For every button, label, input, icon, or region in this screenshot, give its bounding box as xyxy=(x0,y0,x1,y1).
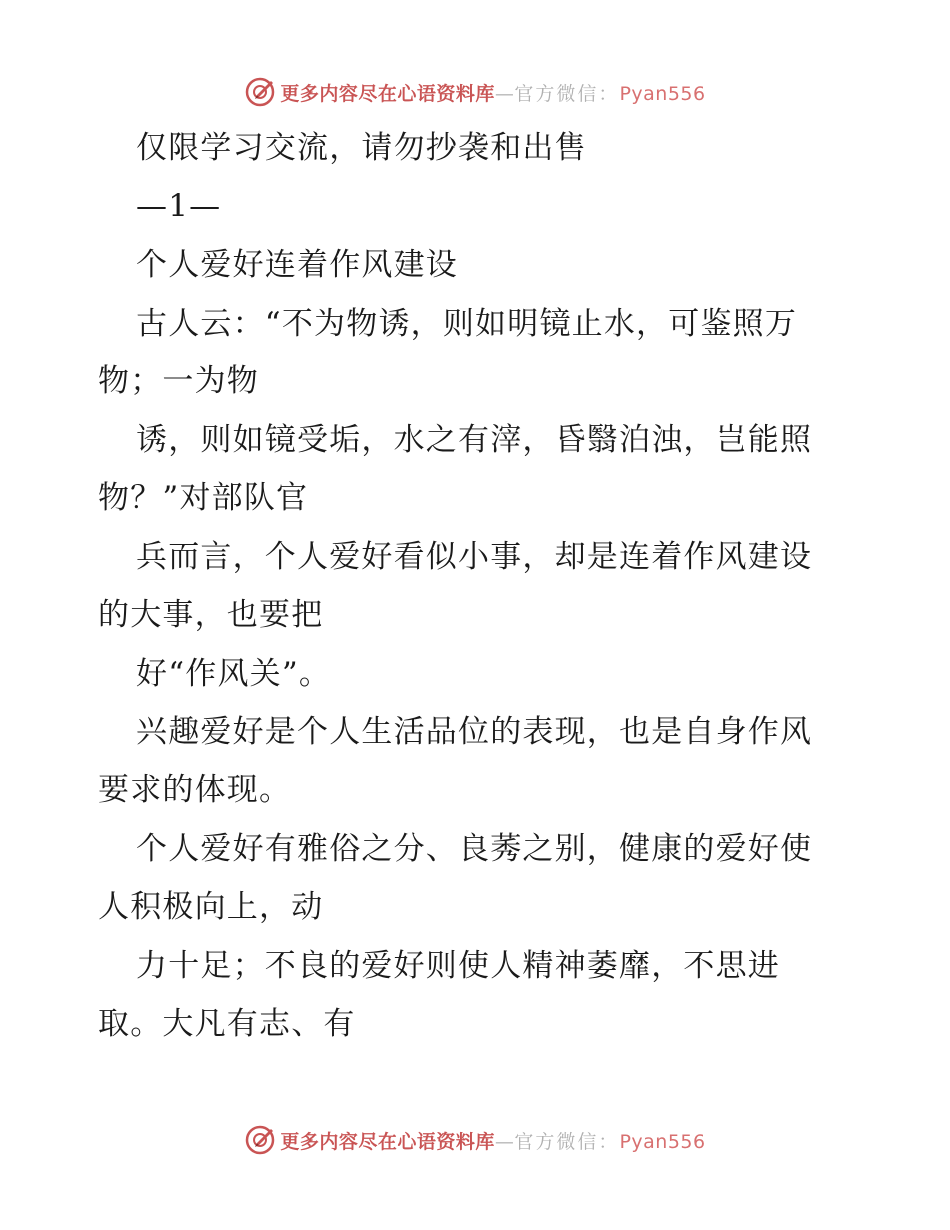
watermark-dash: — xyxy=(494,1130,515,1153)
brand-logo-icon xyxy=(244,76,276,108)
text-line: 物？”对部队官 xyxy=(98,480,309,516)
header-watermark xyxy=(0,72,950,112)
watermark-sub: 官方微信： xyxy=(514,82,620,105)
watermark-text xyxy=(280,1127,705,1154)
text-line: 的大事，也要把 xyxy=(98,597,324,633)
watermark-id: Pyan556 xyxy=(619,1130,706,1153)
text-line: 诱，则如镜受垢，水之有滓，昏翳泊浊，岂能照 xyxy=(136,422,813,458)
text-line: 兴趣爱好是个人生活品位的表现，也是自身作风 xyxy=(136,714,813,750)
text-line: 个人爱好有雅俗之分、良莠之别，健康的爱好使 xyxy=(136,831,813,867)
brand-logo-icon xyxy=(244,1124,276,1156)
watermark-id: Pyan556 xyxy=(619,82,706,105)
watermark-main: 更多内容尽在心语资料库 xyxy=(280,82,495,105)
page-number: —1— xyxy=(136,188,222,224)
text-line: 要求的体现。 xyxy=(98,772,292,808)
watermark-main: 更多内容尽在心语资料库 xyxy=(280,1130,495,1153)
watermark-sub: 官方微信： xyxy=(514,1130,620,1153)
text-line: 物；一为物 xyxy=(98,363,259,399)
text-line: 人积极向上，动 xyxy=(98,889,324,925)
section-title: 个人爱好连着作风建设 xyxy=(136,247,458,283)
footer-watermark xyxy=(0,1120,950,1160)
text-line: 仅限学习交流，请勿抄袭和出售 xyxy=(136,130,587,166)
watermark-text xyxy=(280,79,705,106)
text-line: 力十足；不良的爱好则使人精神萎靡，不思进 xyxy=(136,948,780,984)
text-line: 古人云：“不为物诱，则如明镜止水，可鉴照万 xyxy=(136,306,798,342)
text-line: 兵而言，个人爱好看似小事，却是连着作风建设 xyxy=(136,539,813,575)
text-line: 取。大凡有志、有 xyxy=(98,1006,356,1042)
watermark-dash: — xyxy=(494,82,515,105)
text-line: 好“作风关”。 xyxy=(136,656,332,692)
